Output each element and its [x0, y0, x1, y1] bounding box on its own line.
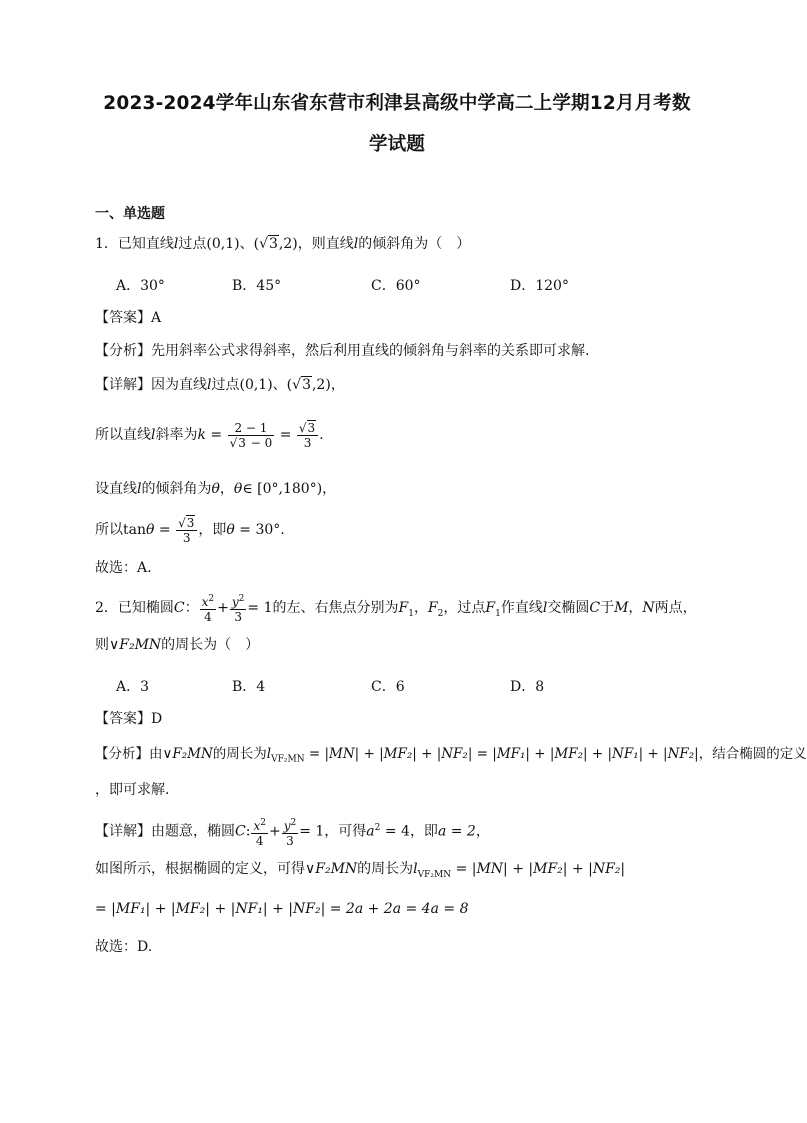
q1-slope-line: 所以直线l斜率为k = $\frac{2 - 1}{√3 - 0}$ = $\frac{√3}{3}$ . — [95, 420, 324, 450]
q2-analysis-2: ，即可求解. — [95, 782, 170, 798]
detail-y-term: $\frac{y^2}{3}$ — [283, 817, 297, 848]
q2-detail-3: = |MF₁| + |MF₂| + |NF₁| + |NF₂| = 2a + 2a = 4a = 8 — [95, 901, 469, 917]
q1-detail: 【详解】因为直线l过点(0,1)、(√3,2)， — [95, 377, 345, 393]
section-heading: 一、单选题 — [95, 206, 165, 222]
q2-detail-2: 如图所示，根据椭圆的定义，可得∨F₂MN的周长为$l_{VF_2MN} = |MN| + |MF_2| + |NF_2|$ — [95, 861, 626, 880]
q2-detail: 【详解】由题意，椭圆C: $\frac{x^2}{4}$ + $\frac{y^2}{3}$ = 1，可得$a^2 = 4$，即a = 2， — [95, 817, 490, 848]
q1-tan-line: 所以tanθ = $\frac{√3}{3}$ ，即θ = 30°. — [95, 515, 285, 545]
q2-choose: 故选：D. — [95, 939, 153, 955]
q2-option-b[interactable]: B．4 — [232, 679, 266, 695]
title-line-1: 2023-2024学年山东省东营市利津县高级中学高二上学期12月月考数 — [103, 93, 691, 114]
q2-option-a[interactable]: A．3 — [116, 679, 150, 695]
q2-answer: 【答案】D — [95, 711, 163, 727]
q2-stem: 2．已知椭圆C： $\frac{x^2}{4}$ + $\frac{y^2}{3}$ = 1的左、右焦点分别为$F_1$，$F_2$，过点$F_1$作直线l交椭圆C于M，N两点， — [95, 594, 697, 624]
slope-result-fraction: $\frac{√3}{3}$ — [297, 421, 318, 450]
ellipse-x-term: $\frac{x^2}{4}$ — [201, 594, 215, 624]
q1-choose: 故选：A. — [95, 560, 152, 576]
q2-option-c[interactable]: C．6 — [371, 679, 405, 695]
title-line-2: 学试题 — [368, 134, 426, 155]
detail-x-term: $\frac{x^2}{4}$ — [253, 817, 266, 848]
q1-stem: 1．已知直线l过点(0,1)、(√3,2)，则直线l的倾斜角为（ ） — [95, 236, 471, 252]
q1-angle-line: 设直线l的倾斜角为θ，θ∈ [0°,180°)， — [95, 481, 337, 497]
q1-option-d[interactable]: D．120° — [510, 278, 569, 294]
q1-analysis: 【分析】先用斜率公式求得斜率，然后利用直线的倾斜角与斜率的关系即可求解. — [95, 343, 590, 359]
q1-option-a[interactable]: A．30° — [116, 278, 165, 294]
tan-fraction: $\frac{√3}{3}$ — [176, 516, 197, 545]
q2-option-d[interactable]: D．8 — [510, 679, 545, 695]
q1-option-c[interactable]: C．60° — [371, 278, 421, 294]
ellipse-y-term: $\frac{y^2}{3}$ — [231, 594, 245, 624]
q2-analysis: 【分析】由∨F₂MN的周长为$l_{VF_2MN} = |MN| + |MF_2| + |NF_2| = |MF_1| + |MF_2| + |NF_1| + |NF_2|$，结合椭圆的定义 — [95, 746, 807, 765]
q1-answer: 【答案】A — [95, 310, 162, 326]
q1-option-b[interactable]: B．45° — [232, 278, 282, 294]
slope-fraction: $\frac{2 - 1}{√3 - 0}$ — [229, 420, 273, 450]
q2-stem-2: 则∨F₂MN的周长为（ ） — [95, 637, 260, 653]
